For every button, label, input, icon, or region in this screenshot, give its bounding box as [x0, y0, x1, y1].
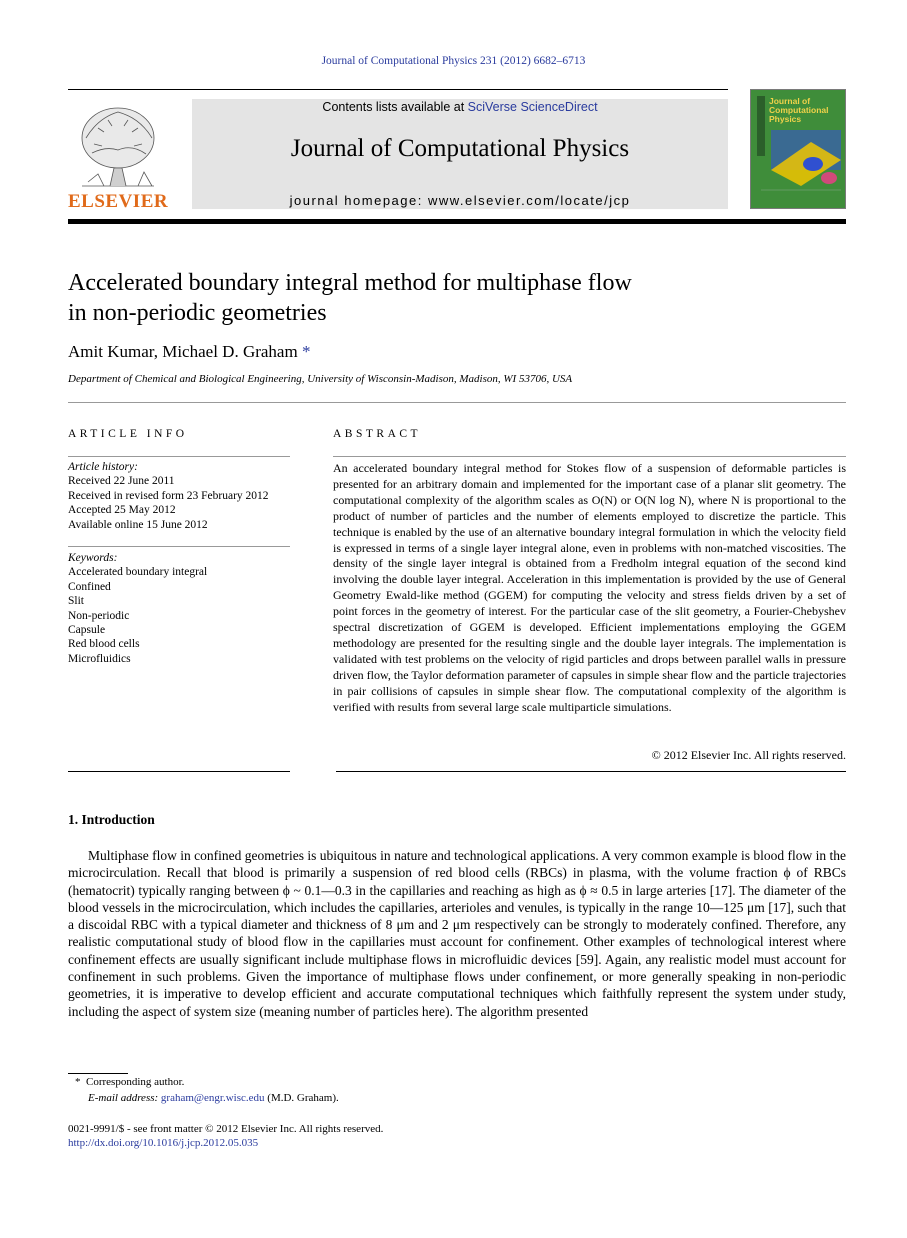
- sciencedirect-link[interactable]: SciVerse ScienceDirect: [467, 100, 598, 114]
- issn-line: 0021-9991/$ - see front matter © 2012 Elsevier Inc. All rights reserved.: [68, 1123, 384, 1135]
- keyword: Red blood cells: [68, 638, 140, 651]
- corresponding-author-mark[interactable]: *: [301, 342, 311, 361]
- keyword: Microfluidics: [68, 652, 131, 665]
- keyword: Confined: [68, 580, 111, 593]
- homepage-url[interactable]: www.elsevier.com/locate/jcp: [427, 193, 631, 208]
- footnote-mark: *: [75, 1076, 81, 1088]
- abstract-rule: [333, 456, 846, 457]
- keyword: Slit: [68, 595, 84, 608]
- email-link[interactable]: graham@engr.wisc.edu: [160, 1092, 265, 1104]
- keywords: [68, 551, 290, 666]
- contents-line: [192, 100, 728, 114]
- paper-title-line-1: Accelerated boundary integral method for multiphase flow: [68, 270, 632, 296]
- keyword: Capsule: [68, 624, 106, 637]
- article-info-rule: [68, 456, 290, 457]
- contents-prefix: Contents lists available at: [322, 100, 468, 114]
- header-divider: [68, 219, 846, 224]
- affiliation: Department of Chemical and Biological Engineering, University of Wisconsin-Madison, Madison, WI 53706, USA: [68, 373, 573, 385]
- authors: [68, 342, 310, 362]
- keyword: Accelerated boundary integral: [68, 566, 208, 579]
- email-name: (M.D. Graham).: [264, 1092, 339, 1104]
- history-item: Available online 15 June 2012: [68, 518, 208, 531]
- cover-artwork: [751, 90, 846, 209]
- history-item: Received in revised form 23 February 2012: [68, 489, 269, 502]
- article-info-heading: ARTICLE INFO: [68, 428, 188, 440]
- abstract-heading: ABSTRACT: [333, 428, 422, 440]
- journal-cover-image: [750, 89, 846, 209]
- title-divider: [68, 402, 846, 403]
- journal-title: Journal of Computational Physics: [290, 135, 630, 162]
- corresponding-footnote: [75, 1076, 184, 1088]
- history-label: Article history:: [68, 461, 138, 473]
- header-rule: [68, 89, 728, 90]
- publisher-wordmark: ELSEVIER: [68, 191, 169, 212]
- keywords-label: Keywords:: [68, 552, 118, 564]
- paper-title: [68, 268, 828, 328]
- cover-title: Journal of Computational Physics: [769, 96, 829, 124]
- footnote-rule: [68, 1073, 128, 1074]
- homepage-label: journal homepage:: [289, 193, 428, 208]
- history-item: Accepted 25 May 2012: [68, 504, 176, 517]
- history-item: Received 22 June 2011: [68, 475, 175, 488]
- journal-homepage: [192, 193, 728, 208]
- paper-title-line-2: in non-periodic geometries: [68, 300, 327, 326]
- introduction-heading: 1. Introduction: [68, 812, 155, 827]
- article-history: [68, 460, 290, 532]
- abstract-bottom-rule: [336, 771, 846, 772]
- doi-link[interactable]: http://dx.doi.org/10.1016/j.jcp.2012.05.035: [68, 1137, 259, 1149]
- copyright: © 2012 Elsevier Inc. All rights reserved.: [651, 748, 846, 762]
- abstract-text: An accelerated boundary integral method for Stokes flow of a suspension of deformable particles is presented for an arbitrary domain and implemented for the important case of a planar slit geometry. The computational complexity of the algorithm scales as O(N) or O(N log N), where N is proportional to the product of number of particles and the number of elements employed to discretize the particle. This technique is enabled by the use of an alternative boundary integral formulation in which the velocity field is expressed in terms of a single layer integral alone, even in problems with non-matched viscosities. The density of the single layer integral is obtained from a Fredholm integral equation of the second kind involving the double layer integral. Acceleration in this implementation is provided by the use of General Geometry Ewald-like method (GGEM) for computing the velocity and stress fields driven by a set of point forces in the geometry of interest. For the particular case of the slit geometry, a Fourier-Chebyshev spectral discretization of GGEM is developed. Efficient implementations employing the GGEM methodology are presented for the resulting single and the double layer integrals. The implementation is validated with test problems on the velocity of rigid particles and drops between parallel walls in pressure driven flow, the Taylor deformation parameter of capsules in simple shear flow and the particle trajectories in pair collisions of capsules in simple shear flow. The computational complexity of the algorithm is verified with results from several large scale multiparticle simulations.: [333, 461, 846, 714]
- introduction-text: Multiphase flow in confined geometries is ubiquitous in nature and technological applications. A very common example is blood flow in the microcirculation. Recall that blood is primarily a suspension of red blood cells (RBCs) in plasma, with the volume fraction ϕ of RBCs (hematocrit) typically ranging between ϕ ~ 0.1—0.3 in the capillaries and reaching as high as ϕ ≈ 0.5 in large arteries [17]. The diameter of the blood vessels in the microcirculation, which includes the capillaries, arterioles and venules, is typically in the range 10—125 μm [17], such that a discoidal RBC with a typical diameter and thickness of 8 μm and 2 μm respectively can be strongly to moderately confined. Therefore, any realistic computational study of blood flow in the capillaries must account for confinement. Other examples of technological interest where confinement effects are usually significant include multiphase flows in microfluidic devices [59]. Again, any realistic model must account for confinement in such problems. Given the importance of multiphase flows under confinement, or more generally speaking in non-periodic geometries, it is imperative to develop efficient and accurate computational techniques which faithfully represent the system under study, including the aspect of system size (meaning number of particles here). The algorithm presented: [68, 848, 846, 1019]
- email-label: E-mail address:: [88, 1092, 161, 1104]
- article-info-bottom-rule: [68, 771, 290, 772]
- keyword: Non-periodic: [68, 609, 130, 622]
- corresponding-label: Corresponding author.: [86, 1076, 185, 1088]
- journal-reference[interactable]: Journal of Computational Physics 231 (2012) 6682–6713: [321, 55, 586, 67]
- email-footnote: [88, 1092, 339, 1104]
- author-names: Amit Kumar, Michael D. Graham: [68, 342, 298, 361]
- keywords-rule: [68, 546, 290, 547]
